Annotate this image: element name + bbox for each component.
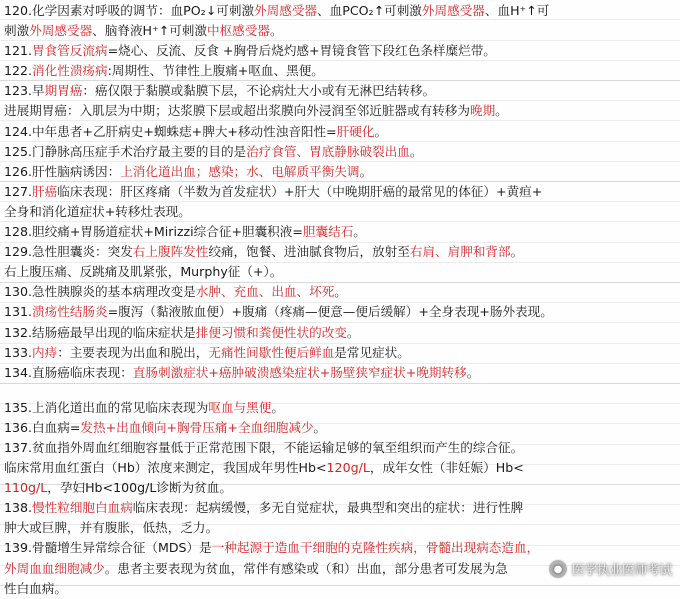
wechat-logo-icon: ● bbox=[548, 559, 568, 579]
note-line bbox=[4, 122, 676, 142]
highlight-text: 肝硬化 bbox=[337, 124, 375, 139]
note-text: =烧心、反流、反食 +胸骨后烧灼感+胃镜食管下段红色条样糜烂带。 bbox=[108, 43, 496, 58]
highlight-text: 肝癌 bbox=[32, 184, 57, 199]
note-line bbox=[4, 538, 676, 558]
note-text: 128.胆绞痛+胃肠道症状+Mirizzi综合征+胆囊积液= bbox=[4, 224, 303, 239]
note-text: 。 bbox=[353, 224, 366, 239]
note-text: 132.结肠癌最早出现的临床症状是 bbox=[4, 325, 196, 340]
note-text: 是常见症状。 bbox=[334, 345, 410, 360]
note-line bbox=[4, 323, 676, 343]
watermark-text: 医学执业医师考试 bbox=[572, 560, 672, 578]
highlight-text: 右肩、肩胛和背部 bbox=[410, 244, 511, 259]
note-line bbox=[4, 438, 676, 458]
highlight-text: 一种起源于造血干细胞的克隆性疾病，骨髓出现病态造血， bbox=[212, 540, 539, 555]
note-text: 绞痛，饱餐、进油腻食物后，放射至 bbox=[208, 244, 410, 259]
note-line bbox=[4, 343, 676, 363]
note-text: 、脑脊液H⁺↑可刺激 bbox=[92, 23, 207, 38]
highlight-text: 外周血血细胞减少 bbox=[4, 561, 105, 576]
note-text: ：主要表现为出血和脱出， bbox=[57, 345, 208, 360]
note-text: 。 bbox=[374, 124, 387, 139]
note-text: 137.贫血指外周血红细胞容量低于正常范围下限，不能运输足够的氧至组织而产生的综合征。 bbox=[4, 440, 523, 455]
note-text: 126.肝性脑病诱因： bbox=[4, 164, 120, 179]
note-text: 122. bbox=[4, 63, 32, 78]
highlight-text: 上消化道出血；感染；水、电解质平衡失调 bbox=[120, 164, 359, 179]
highlight-text: 晚期 bbox=[470, 103, 495, 118]
note-text: =腹泻（黏液脓血便）+腹痛（疼痛—便意—便后缓解）+全身表现+肠外表现。 bbox=[108, 304, 553, 319]
note-text: 121. bbox=[4, 43, 32, 58]
note-line bbox=[4, 498, 676, 518]
note-text: 130.急性胰腺炎的基本病理改变是 bbox=[4, 284, 196, 299]
note-text: 、血H⁺↑可 bbox=[485, 3, 549, 18]
note-text: 临床常用血红蛋白（Hb）浓度来测定，我国成年男性Hb< bbox=[4, 460, 327, 475]
highlight-text: 110g/L bbox=[4, 480, 47, 495]
note-line bbox=[4, 202, 676, 222]
note-text: 131. bbox=[4, 304, 32, 319]
highlight-text: 胃食管反流病 bbox=[32, 43, 108, 58]
note-line bbox=[4, 81, 676, 101]
note-line bbox=[4, 282, 676, 302]
note-line bbox=[4, 363, 676, 383]
note-text: 。 bbox=[347, 325, 360, 340]
note-text: 124.中年患者+乙肝病史+蜘蛛痣+脾大+移动性浊音阳性= bbox=[4, 124, 337, 139]
note-text: ，孕妇Hb<100g/L诊断为贫血。 bbox=[47, 480, 232, 495]
highlight-text: 排便习惯和粪便性状的改变 bbox=[196, 325, 347, 340]
highlight-text: 治疗食管、胃底静脉破裂出血 bbox=[246, 144, 410, 159]
note-text: 136.白血病= bbox=[4, 420, 80, 435]
highlight-text: 外周感受器 bbox=[29, 23, 92, 38]
note-text: 139.骨髓增生异常综合征（MDS）是 bbox=[4, 540, 212, 555]
note-text: 120.化学因素对呼吸的调节：血PO₂↓可刺激 bbox=[4, 3, 254, 18]
note-line bbox=[4, 478, 676, 498]
note-text: 。 bbox=[511, 244, 524, 259]
note-text: 。患者主要表现为贫血，常伴有感染或（和）出血，部分患者可发展为急 bbox=[105, 561, 508, 576]
highlight-text: 消化性溃疡病 bbox=[32, 63, 108, 78]
highlight-text: 120g/L bbox=[327, 460, 370, 475]
note-line bbox=[4, 579, 676, 599]
note-line bbox=[4, 302, 676, 322]
note-line bbox=[4, 398, 676, 418]
note-line bbox=[4, 101, 676, 121]
note-text: 全身和消化道症状+转移灶表现。 bbox=[4, 204, 191, 219]
watermark bbox=[548, 559, 672, 579]
highlight-text: 期胃癌 bbox=[45, 83, 83, 98]
note-text: ：癌仅限于黏膜或黏膜下层，不论病灶大小或有无淋巴结转移。 bbox=[82, 83, 435, 98]
note-text: 临床表现：肝区疼痛（半数为首发症状）+肝大（中晚期肝癌的最常见的体征）+黄疸+ bbox=[57, 184, 542, 199]
note-line bbox=[4, 1, 676, 21]
note-text: 127. bbox=[4, 184, 32, 199]
note-line bbox=[4, 61, 676, 81]
highlight-text: 呕血与黑便 bbox=[208, 400, 271, 415]
note-text: 进展期胃癌：入肌层为中期；达浆膜下层或超出浆膜向外浸润至邻近脏器或有转移为 bbox=[4, 103, 470, 118]
note-line bbox=[4, 518, 676, 538]
note-text: 。 bbox=[467, 365, 480, 380]
note-line bbox=[4, 162, 676, 182]
note-text: :周期性、节律性上腹痛+呕血、黑便。 bbox=[108, 63, 324, 78]
note-line bbox=[4, 262, 676, 282]
note-text: 129.急性胆囊炎：突发 bbox=[4, 244, 133, 259]
highlight-text: 中枢感受器 bbox=[207, 23, 270, 38]
highlight-text: 无痛性间歇性便后鲜血 bbox=[208, 345, 334, 360]
highlight-text: 慢性粒细胞白血病 bbox=[32, 500, 133, 515]
note-line bbox=[4, 41, 676, 61]
section-gap bbox=[4, 383, 676, 398]
note-text: 125.门静脉高压症手术治疗最主要的目的是 bbox=[4, 144, 246, 159]
note-text: 。 bbox=[495, 103, 508, 118]
note-line bbox=[4, 458, 676, 478]
highlight-text: 发热+出血倾向+胸骨压痛+全血细胞减少 bbox=[80, 420, 313, 435]
highlight-text: 外周感受器 bbox=[254, 3, 317, 18]
note-line bbox=[4, 242, 676, 262]
note-text: 138. bbox=[4, 500, 32, 515]
note-text: 刺激 bbox=[4, 23, 29, 38]
note-text: 。 bbox=[270, 23, 283, 38]
note-text: 临床表现：起病缓慢，多无自觉症状，最典型和突出的症状：进行性脾 bbox=[133, 500, 523, 515]
highlight-text: 内痔 bbox=[32, 345, 57, 360]
note-text: ，成年女性（非妊娠）Hb< bbox=[370, 460, 524, 475]
note-text: 。 bbox=[314, 420, 327, 435]
highlight-text: 直肠刺激症状+癌肿破溃感染症状+肠壁狭窄症状+晚期转移 bbox=[133, 365, 467, 380]
highlight-text: 右上腹阵发性 bbox=[133, 244, 209, 259]
note-text: 。 bbox=[359, 164, 372, 179]
note-text: 、血PCO₂↑可刺激 bbox=[317, 3, 422, 18]
note-text: 。 bbox=[271, 400, 284, 415]
highlight-text: 胆囊结石 bbox=[303, 224, 353, 239]
note-text: 右上腹压痛、反跳痛及肌紧张，Murphy征（+）。 bbox=[4, 264, 282, 279]
highlight-text: 溃疡性结肠炎 bbox=[32, 304, 108, 319]
note-line bbox=[4, 418, 676, 438]
note-line bbox=[4, 222, 676, 242]
note-text: 123.早 bbox=[4, 83, 45, 98]
note-text: 135.上消化道出血的常见临床表现为 bbox=[4, 400, 208, 415]
note-line bbox=[4, 142, 676, 162]
note-text: 肿大或巨脾，并有腹胀，低热，乏力。 bbox=[4, 520, 218, 535]
note-line bbox=[4, 21, 676, 41]
note-text: 133. bbox=[4, 345, 32, 360]
note-line bbox=[4, 182, 676, 202]
note-text: 。 bbox=[410, 144, 423, 159]
highlight-text: 水肿、充血、出血、坏死 bbox=[196, 284, 335, 299]
note-text: 。 bbox=[334, 284, 347, 299]
note-text: 性白血病。 bbox=[4, 581, 67, 596]
note-text: 134.直肠癌临床表现： bbox=[4, 365, 133, 380]
highlight-text: 外周感受器 bbox=[422, 3, 485, 18]
